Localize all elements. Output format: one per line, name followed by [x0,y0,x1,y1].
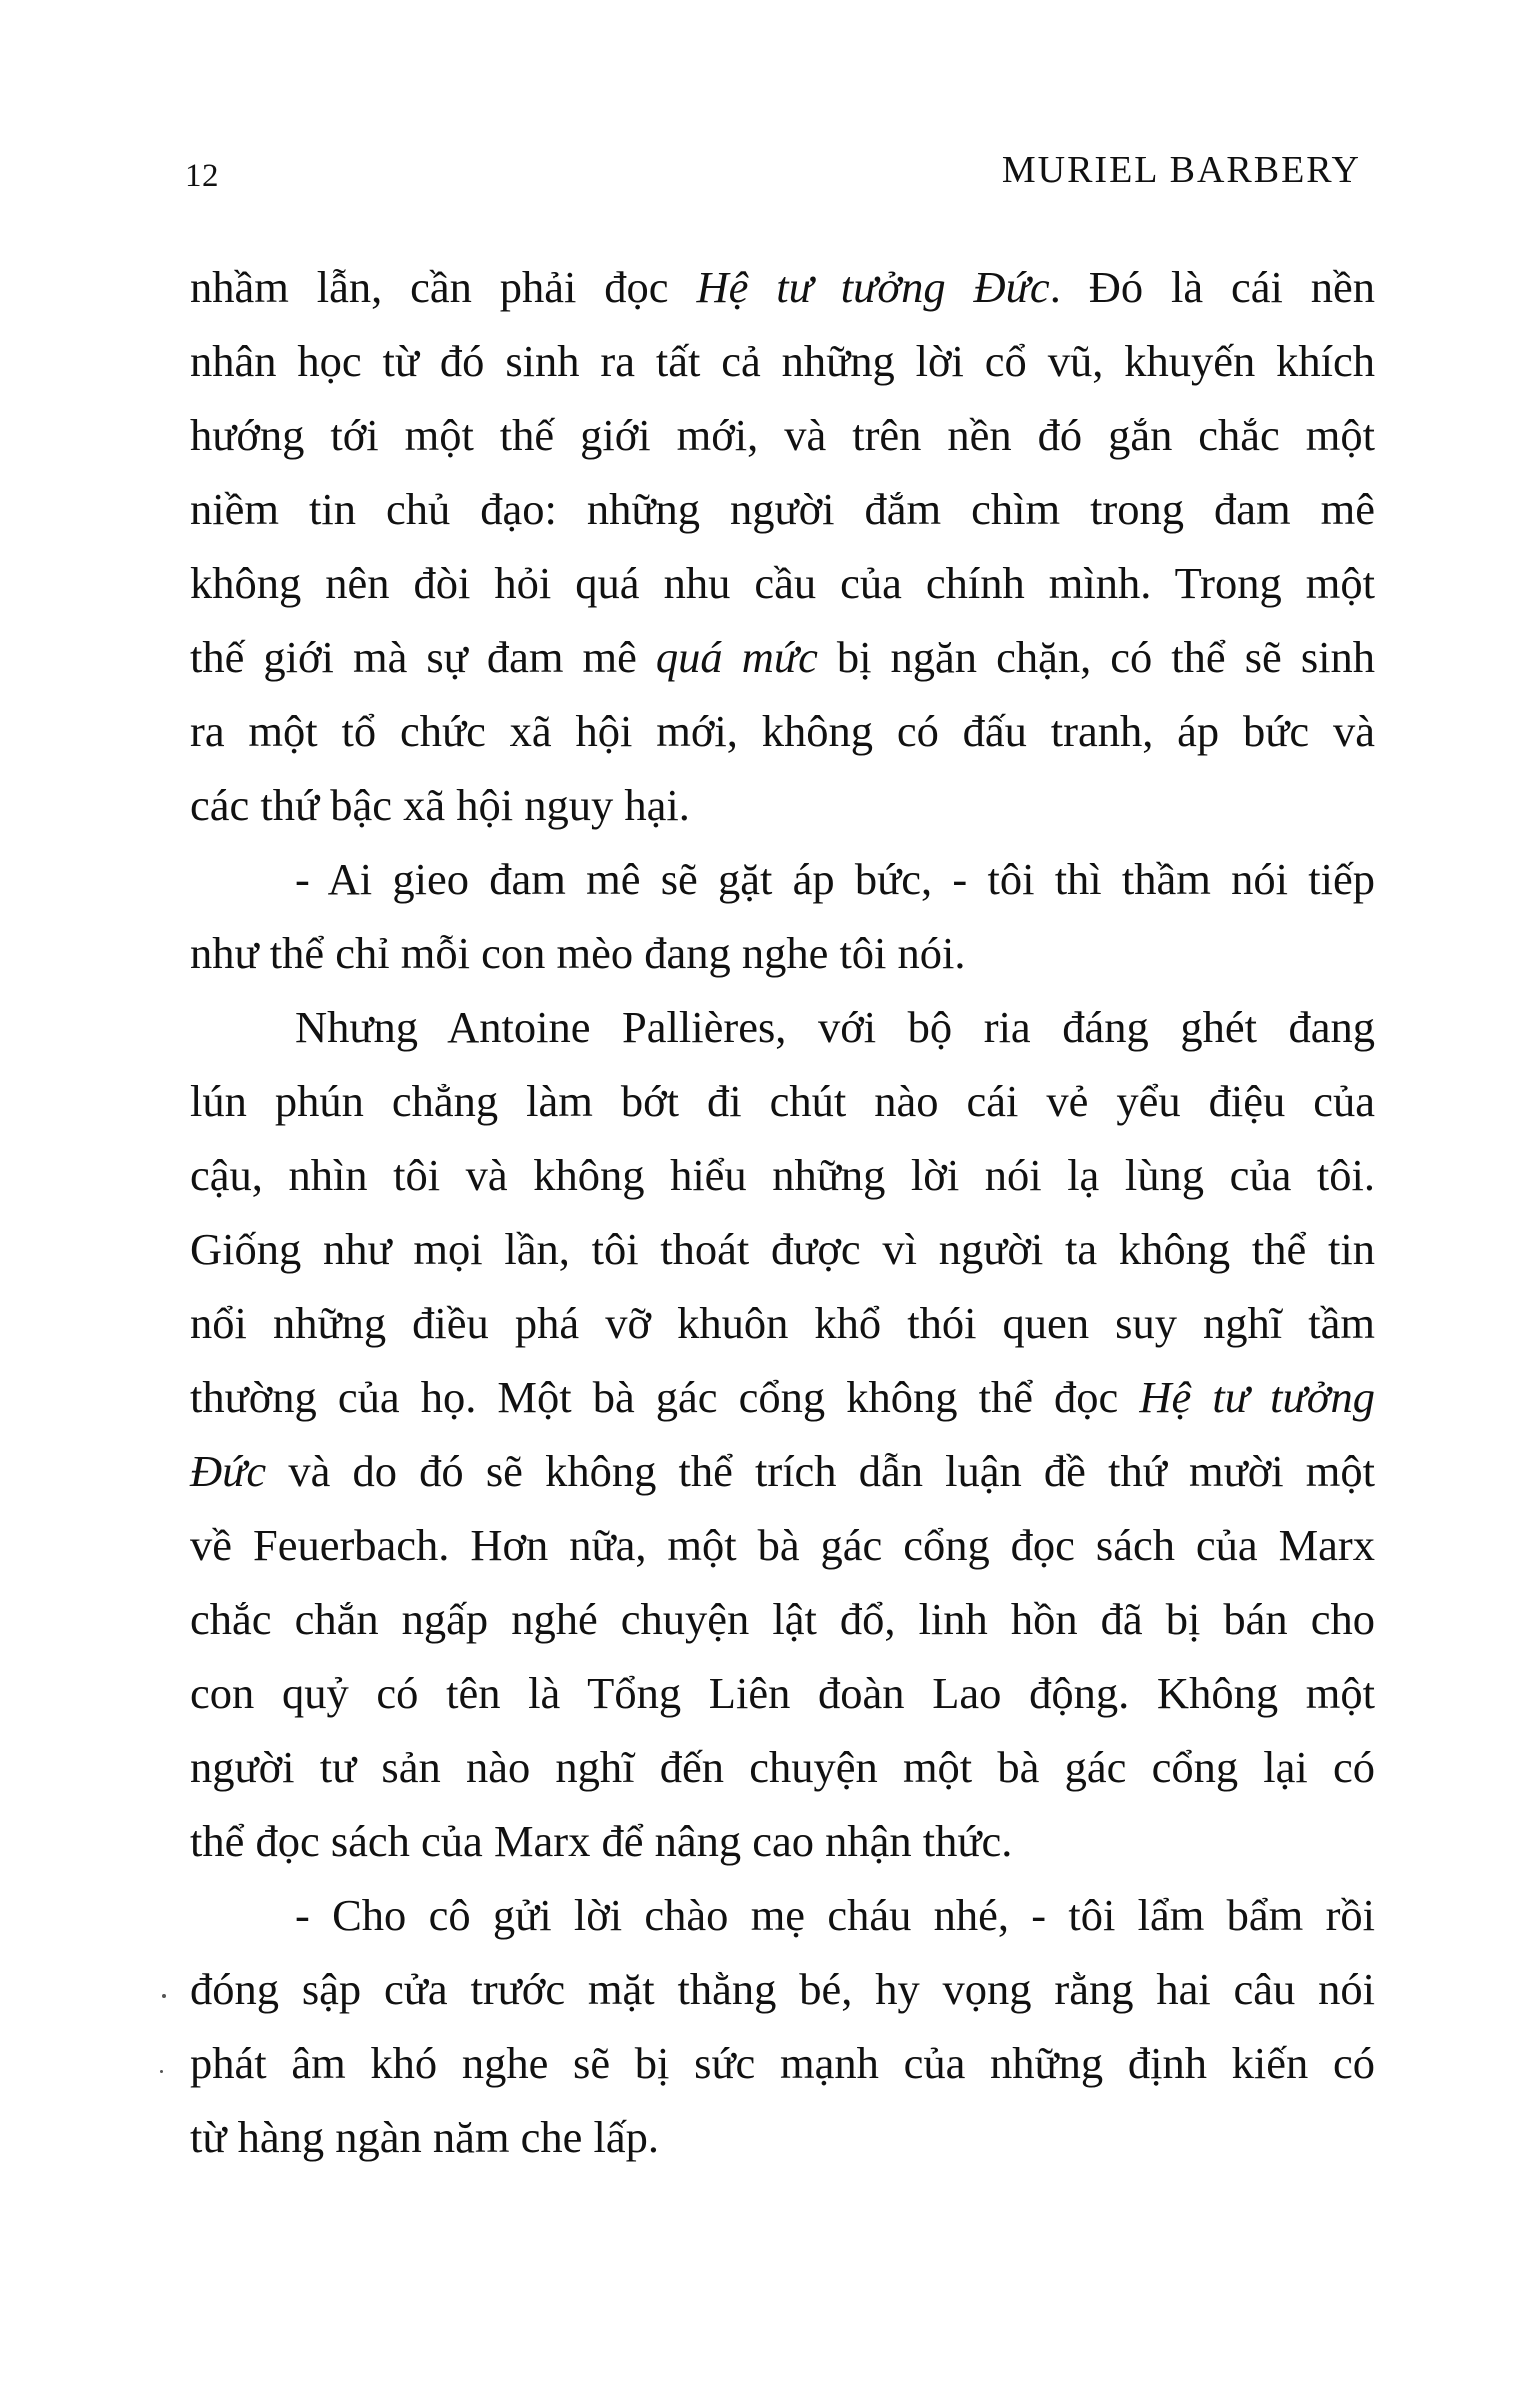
text-line: người tư sản nào nghĩ đến chuyện một bà gác cổng lại có [190,1742,1375,1792]
text-line: chắc chắn ngấp nghé chuyện lật đổ, linh hồn đã bị bán cho [190,1594,1375,1644]
dialogue-line: - Ai gieo đam mê sẽ gặt áp bức, - tôi thì thầm nói tiếp [295,854,1375,904]
text-run: . Đó là cái nền [1049,262,1375,312]
book-title-italic: Hệ tư tưởng [1139,1372,1376,1422]
text-line [190,250,1375,324]
emphasis-italic: quá mức [655,632,818,682]
book-title-italic: Hệ tư tưởng Đức [696,262,1050,312]
text-line: thể đọc sách của Marx để nâng cao nhận thức. [190,1816,1013,1866]
text-line: ra một tổ chức xã hội mới, không có đấu tranh, áp bức và [190,706,1375,756]
text-line: đóng sập cửa trước mặt thằng bé, hy vọng rằng hai câu nói [190,1964,1375,2014]
book-title-italic: Đức [190,1446,267,1496]
text-line: phát âm khó nghe sẽ bị sức mạnh của những định kiến có [190,2038,1375,2088]
text-line: Giống như mọi lần, tôi thoát được vì người ta không thể tin [190,1224,1375,1274]
text-line: hướng tới một thế giới mới, và trên nền đó gắn chắc một [190,410,1375,460]
dialogue-line: - Cho cô gửi lời chào mẹ cháu nhé, - tôi lẩm bẩm rồi [295,1890,1375,1940]
text-run: nhầm lẫn, cần phải đọc [190,262,697,312]
text-line [190,1434,1375,1508]
text-line [190,620,1375,694]
text-line: về Feuerbach. Hơn nữa, một bà gác cổng đọc sách của Marx [190,1520,1375,1570]
text-line [190,1360,1375,1434]
text-line: như thể chỉ mỗi con mèo đang nghe tôi nói. [190,928,966,978]
body-text [190,250,1375,2174]
text-run: thường của họ. Một bà gác cổng không thể đọc [190,1372,1140,1422]
running-head-author: MURIEL BARBERY [1001,149,1361,191]
text-run: thế giới mà sự đam mê [190,632,656,682]
page-number: 12 [185,158,219,194]
text-line: từ hàng ngàn năm che lấp. [190,2112,659,2162]
text-line: lún phún chẳng làm bớt đi chút nào cái vẻ yểu điệu của [190,1076,1375,1126]
running-head [185,148,1361,198]
text-line: con quỷ có tên là Tổng Liên đoàn Lao động. Không một [190,1668,1375,1718]
text-run: và do đó sẽ không thể trích dẫn luận đề thứ mười một [266,1446,1375,1496]
text-run: bị ngăn chặn, có thể sẽ sinh [817,632,1375,682]
text-line: nổi những điều phá vỡ khuôn khổ thói quen suy nghĩ tầm [190,1298,1375,1348]
text-line: niềm tin chủ đạo: những người đắm chìm trong đam mê [190,484,1375,534]
text-line: các thứ bậc xã hội nguy hại. [190,780,690,830]
text-line: cậu, nhìn tôi và không hiểu những lời nói lạ lùng của tôi. [190,1150,1375,1200]
scan-speck [160,2070,163,2073]
paragraph-start-line: Nhưng Antoine Pallières, với bộ ria đáng ghét đang [295,1002,1375,1052]
text-line: nhân học từ đó sinh ra tất cả những lời cổ vũ, khuyến khích [190,336,1375,386]
scan-speck [162,1994,166,1998]
text-line: không nên đòi hỏi quá nhu cầu của chính mình. Trong một [190,558,1375,608]
